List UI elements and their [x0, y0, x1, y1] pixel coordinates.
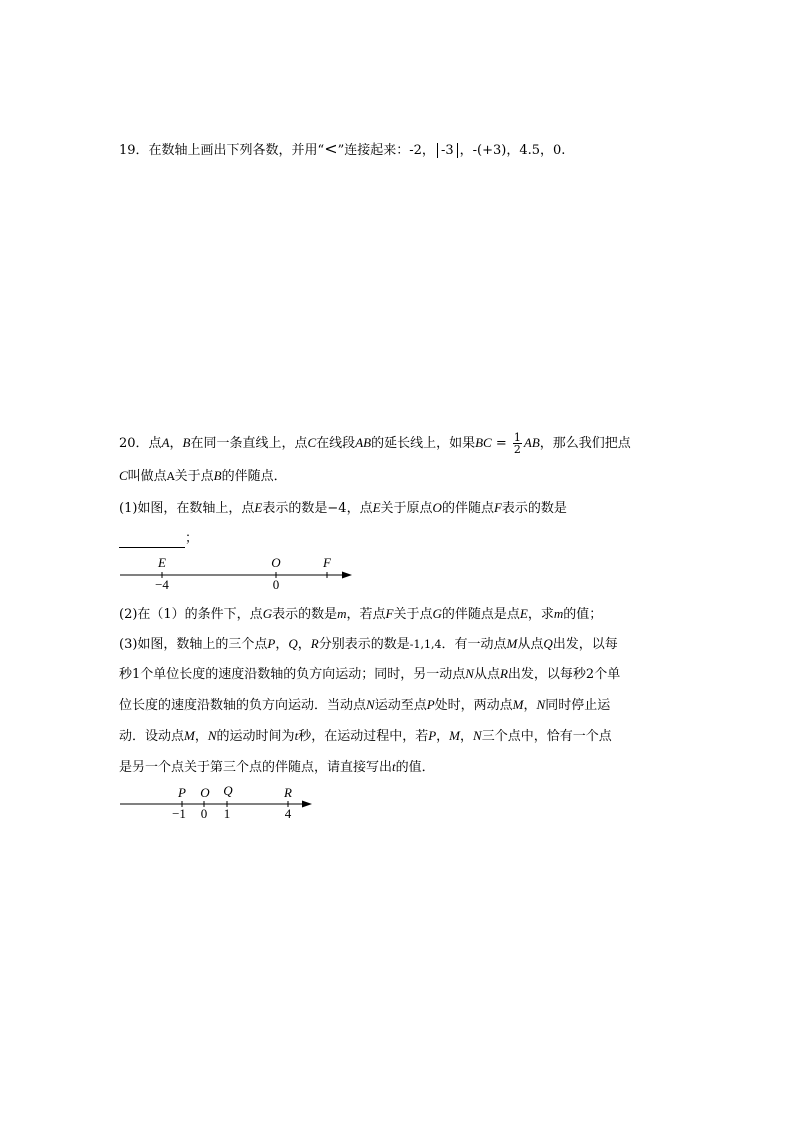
sep: ，: [436, 729, 450, 744]
p1-text: 表示的数是: [501, 501, 567, 516]
p3-text: 三个点中，恰有一个点: [481, 729, 612, 744]
part-3-line-3: [119, 696, 610, 715]
part-2-line: [119, 605, 602, 624]
sep: ，: [460, 729, 474, 744]
number-line-figure-1: [118, 552, 358, 592]
q20-text: 关于点: [174, 469, 214, 484]
point-n: N: [536, 697, 546, 712]
q19-number: 19．: [119, 143, 149, 158]
point-q: Q: [543, 636, 553, 651]
p3-text: 运动至点: [374, 698, 427, 713]
sep: ，: [169, 436, 183, 451]
equals: =: [491, 436, 511, 451]
q19-text-a: 在数轴上画出下列各数，并用“: [148, 143, 325, 158]
question-19: [119, 140, 565, 160]
p3-text: 动．设动点: [119, 729, 185, 744]
point-p: P: [426, 697, 435, 712]
p3-text: 秒1个单位长度的速度沿数轴的负方向运动；同时，另一动点: [119, 667, 466, 682]
arrow-head-icon: [302, 801, 312, 808]
sep: ，: [523, 698, 537, 713]
question-20-line-2: [119, 467, 287, 486]
label-o: O: [200, 785, 210, 800]
p3-text: 秒，在运动过程中，若: [298, 729, 429, 744]
segment-ab: AB: [355, 435, 372, 450]
p2-text: 的伴随点是点: [441, 607, 520, 622]
p3-text: 出发，以每秒2个单: [507, 667, 621, 682]
value-p: −1: [172, 806, 186, 821]
value-o: 0: [200, 806, 208, 821]
p3-text: 从点: [473, 667, 500, 682]
q19-text-b: ”连接起来：: [337, 143, 410, 158]
point-m: M: [449, 728, 461, 743]
point-e: E: [372, 500, 381, 515]
value-e: −4: [155, 577, 169, 592]
point-e: E: [519, 606, 528, 621]
q20-number: 20．: [119, 436, 149, 451]
var-m: m: [337, 606, 347, 621]
p2-text: 表示的数是: [272, 607, 338, 622]
sep: ，: [194, 729, 208, 744]
point-n: N: [473, 728, 482, 743]
point-n: N: [366, 697, 375, 712]
p1-text: (1)如图，在数轴上，点: [119, 501, 255, 516]
point-p: P: [428, 728, 437, 743]
p1-end: ；: [185, 531, 199, 546]
point-m: M: [184, 728, 195, 743]
less-than-symbol: <: [324, 139, 338, 158]
p3-text: 的运动时间为: [216, 729, 295, 744]
p3-text: 出发，以每: [552, 637, 618, 652]
p3-text: 处时，两动点: [434, 698, 513, 713]
point-g: G: [432, 606, 442, 621]
label-r: R: [284, 785, 292, 800]
point-g: G: [262, 606, 273, 621]
point-o: O: [432, 500, 442, 515]
value-neg4: −4: [327, 501, 347, 516]
p3-text: 同时停止运: [545, 698, 611, 713]
q20-text: 叫做点: [127, 469, 167, 484]
q20-text: 点: [148, 436, 162, 451]
point-n: N: [465, 666, 474, 681]
q19-items: -2，: [409, 143, 435, 158]
frac-numerator: 1: [513, 431, 521, 444]
point-p: P: [267, 636, 276, 651]
segment-bc: BC: [475, 435, 492, 450]
point-m: M: [512, 697, 524, 712]
point-c: C: [119, 468, 128, 483]
part-3-line-5: [119, 758, 435, 777]
p1-text: 关于原点: [380, 501, 433, 516]
number-line-figure-2: [118, 782, 318, 822]
point-e: E: [254, 500, 263, 515]
point-m: M: [506, 636, 518, 651]
pqr-values: -1,1,4: [409, 638, 442, 651]
label-p: P: [178, 785, 186, 800]
p1-text: ，点: [346, 501, 373, 516]
q20-text: 在同一条直线上，点: [190, 436, 308, 451]
p2-text: (2)在（1）的条件下，点: [119, 607, 263, 622]
point-a-plain: A: [166, 470, 175, 483]
point-f: F: [385, 606, 394, 621]
point-r: R: [499, 666, 508, 681]
point-b: B: [182, 435, 191, 450]
p3-text: 位长度的速度沿数轴的负方向运动．当动点: [119, 698, 367, 713]
p3-text: 从点: [517, 637, 544, 652]
answer-blank[interactable]: [119, 533, 185, 548]
q20-text: 的延长线上，如果: [371, 436, 476, 451]
var-t: t: [392, 759, 396, 774]
p2-text: ，求: [527, 607, 554, 622]
frac-denominator: 2: [513, 443, 521, 456]
var-m: m: [553, 606, 564, 621]
var-t: t: [294, 728, 299, 743]
fraction-half: [513, 432, 522, 455]
p1-text: 表示的数是: [262, 501, 328, 516]
p3-text: (3)如图，数轴上的三个点: [119, 637, 268, 652]
point-a: A: [161, 435, 170, 450]
p3-text: ．有一动点: [441, 637, 507, 652]
p2-text: 的值；: [563, 607, 603, 622]
p3-text: 分别表示的数是: [318, 637, 410, 652]
arrow-head-icon: [342, 572, 352, 579]
label-f: F: [323, 555, 331, 570]
segment-ab: AB: [523, 435, 540, 450]
point-q: Q: [288, 636, 298, 651]
p2-text: ，若点: [346, 607, 386, 622]
point-f: F: [493, 500, 502, 515]
p3-text: 是另一个点关于第三个点的伴随点，请直接写出: [119, 760, 393, 775]
answer-blank-line: [119, 530, 198, 548]
point-b: B: [213, 468, 222, 483]
value-o: 0: [272, 577, 280, 592]
q19-tail: ，-(+3)，4.5，0.: [459, 143, 566, 158]
point-r: R: [310, 636, 319, 651]
point-c: C: [307, 435, 317, 450]
sep: ，: [275, 637, 289, 652]
sep: ，: [297, 637, 311, 652]
label-q: Q: [223, 783, 233, 798]
part-3-line-2: [119, 665, 620, 684]
q20-text: 在线段: [316, 436, 356, 451]
abs-number: 3: [445, 143, 454, 158]
p3-text: 的值．: [395, 760, 435, 775]
part-1-line: [119, 499, 567, 518]
q20-text: ，那么我们把点: [539, 436, 631, 451]
part-3-line-1: [119, 635, 618, 654]
label-o: O: [271, 555, 281, 570]
point-n: N: [207, 728, 217, 743]
p1-text: 的伴随点: [441, 501, 494, 516]
value-q: 1: [223, 806, 231, 821]
part-3-line-4: [119, 727, 612, 746]
abs-minus: -: [440, 143, 446, 158]
question-20-line-1: [119, 432, 631, 455]
abs-value: [437, 143, 458, 158]
q20-text: 的伴随点．: [221, 469, 287, 484]
label-e: E: [158, 555, 166, 570]
value-r: 4: [284, 806, 292, 821]
p2-text: 关于点: [393, 607, 433, 622]
